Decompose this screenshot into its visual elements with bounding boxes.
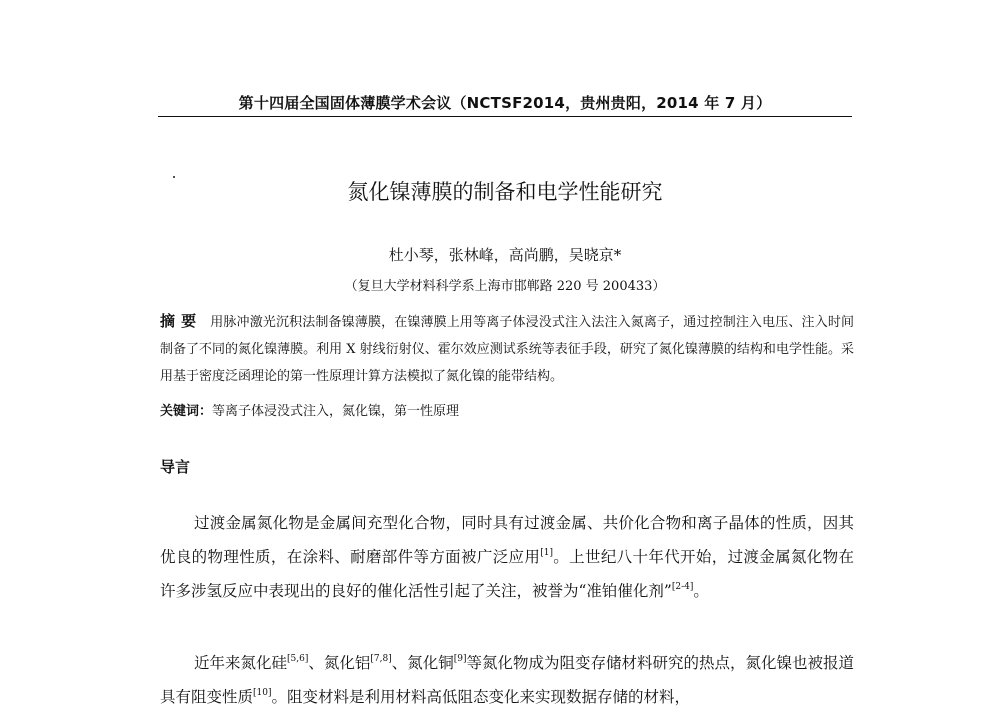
citation-5-6: [5,6] <box>287 654 309 664</box>
body-paragraph-2 <box>160 646 854 714</box>
para2-text-3: 、氮化铜 <box>391 654 454 672</box>
keywords <box>160 400 854 419</box>
keywords-label: 关键词： <box>160 404 213 419</box>
abstract <box>160 308 854 390</box>
conference-header: 第十四届全国固体薄膜学术会议（NCTSF2014，贵州贵阳，2014 年 7 月） <box>238 94 772 112</box>
abstract-label: 摘要 <box>160 312 203 330</box>
para2-text-2: 、氮化铝 <box>308 654 371 672</box>
body-paragraph-1 <box>160 506 854 608</box>
affiliation: （复旦大学材料科学系上海市邯郸路 220 号 200433） <box>344 279 666 294</box>
paper-title: 氮化镍薄膜的制备和电学性能研究 <box>347 180 663 204</box>
para2-text-4: 等氮化物成为阻变存储材料研究的热点，氮化镍也被报道具有阻变性质 <box>160 654 854 706</box>
citation-2-4: [2-4] <box>671 582 694 592</box>
citation-1: [1] <box>540 548 553 558</box>
citation-7-8: [7,8] <box>370 654 392 664</box>
header-rule <box>158 116 852 117</box>
abstract-text: 用脉冲激光沉积法制备镍薄膜，在镍薄膜上用等离子体浸没式注入法注入氮离子，通过控制注入电压、注入时间制备了不同的氮化镍薄膜。利用 X 射线衍射仪、霍尔效应测试系统等表征手段，研究了氮化镍薄膜的结构和电学性能。采用基于密度泛函理论的第一性原理计算方法模拟了氮化镍的能带结构。 <box>160 315 854 384</box>
authors: 杜小琴，张林峰，高尚鹏，吴晓京* <box>388 246 622 264</box>
citation-9: [9] <box>453 654 467 664</box>
para2-text-1: 近年来氮化硅 <box>194 654 288 672</box>
para1-text-3: 。 <box>693 582 709 600</box>
para2-text-5: 。阻变材料是利用材料高低阻态变化来实现数据存储的材料， <box>271 688 691 706</box>
section-title: 导言 <box>160 458 191 476</box>
keywords-text: 等离子体浸没式注入，氮化镍，第一性原理 <box>212 404 460 419</box>
citation-10: [10] <box>253 688 272 698</box>
para1-text-1: 过渡金属氮化物是金属间充型化合物，同时具有过渡金属、共价化合物和离子晶体的性质，因其优良的物理性质，在涂料、耐磨部件等方面被广泛应用 <box>160 514 854 566</box>
para1-text-2: 。上世纪八十年代开始，过渡金属氮化物在许多涉氢反应中表现出的良好的催化活性引起了关注，被誉为“准铂催化剂” <box>160 548 854 600</box>
